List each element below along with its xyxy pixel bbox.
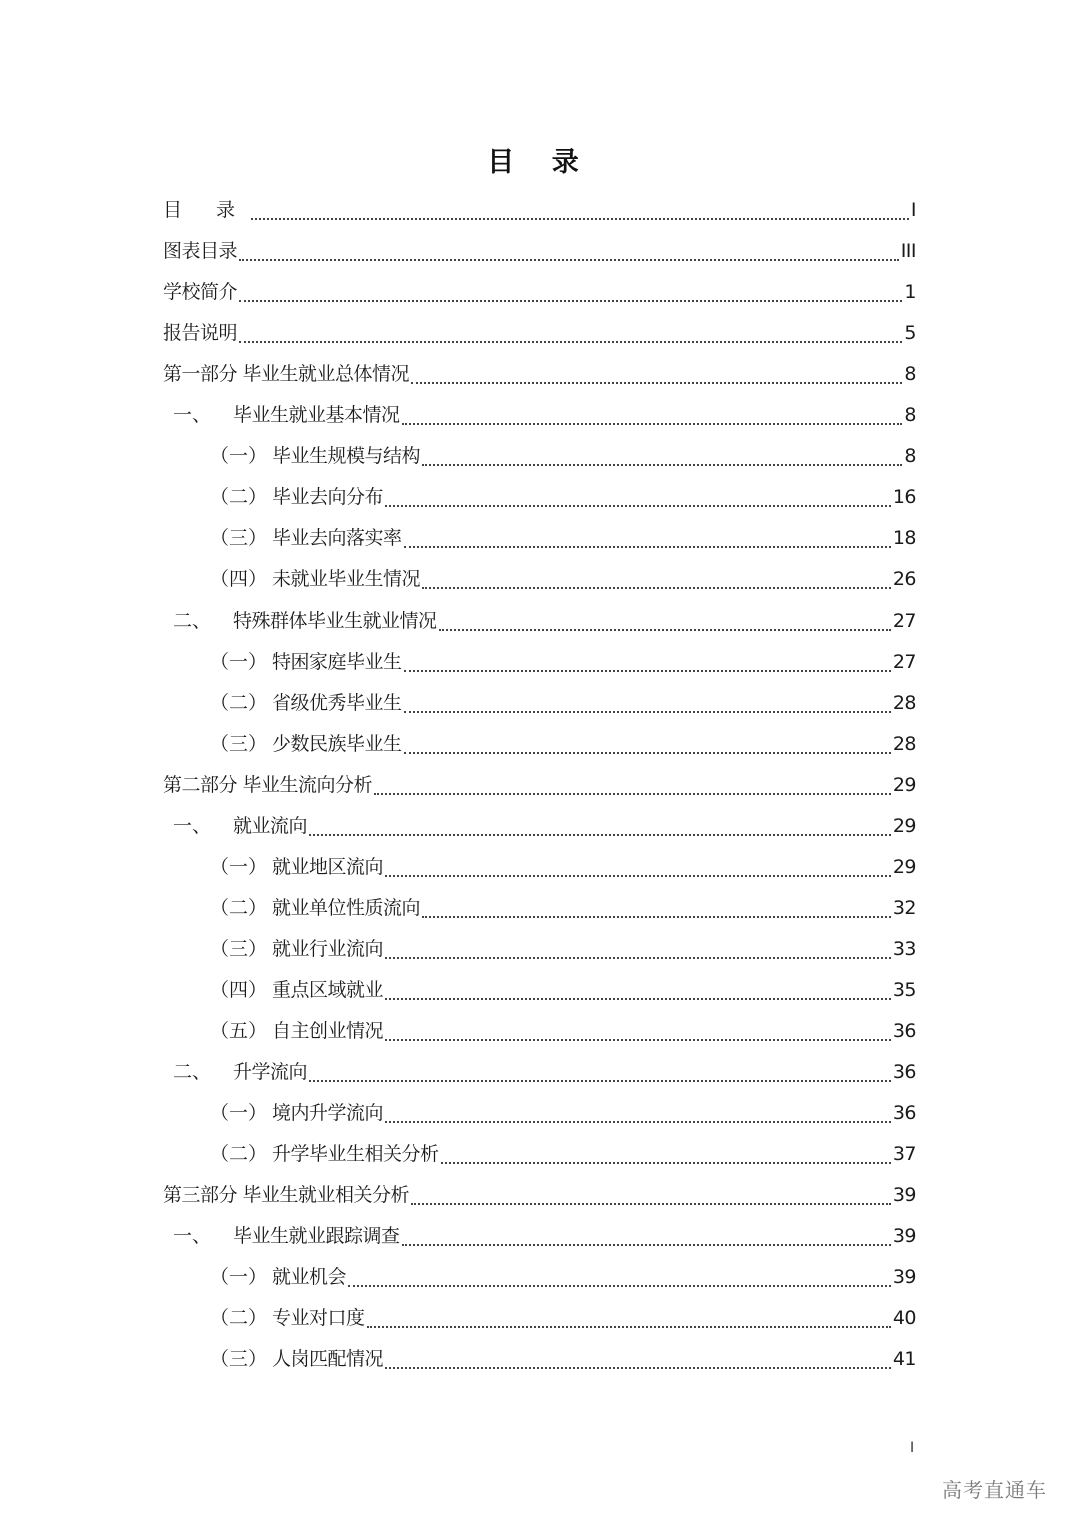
toc-entry-page-number: 16	[892, 486, 916, 509]
toc-entry-page-number: 29	[892, 773, 916, 796]
dot-leader	[239, 258, 899, 261]
toc-entry[interactable]	[163, 190, 916, 231]
toc-entry-label: 报告说明	[163, 322, 238, 345]
toc-entry-page-number: 39	[892, 1184, 916, 1207]
toc-entry-label: 毕业生就业跟踪调查	[233, 1225, 400, 1248]
dot-leader	[385, 504, 891, 507]
toc-entry-page-number: 37	[892, 1143, 916, 1166]
toc-entry[interactable]	[163, 1093, 916, 1134]
toc-entry-page-number: 28	[892, 732, 916, 755]
toc-entry[interactable]	[163, 765, 916, 806]
toc-entry-page-number: 41	[892, 1348, 916, 1371]
toc-entry-label: 自主创业情况	[272, 1019, 384, 1042]
toc-entry-number: （三）	[210, 732, 268, 755]
dot-leader	[385, 874, 891, 877]
toc-entry-page-number: I	[910, 199, 916, 222]
dot-leader	[404, 545, 891, 548]
toc-entry-label: 毕业去向落实率	[272, 527, 402, 550]
toc-entry-number: 二、	[173, 609, 212, 632]
toc-entry-page-number: 36	[892, 1061, 916, 1084]
toc-entry-number: 一、	[173, 1225, 212, 1248]
dot-leader	[404, 710, 891, 713]
toc-entry-page-number: 39	[892, 1225, 916, 1248]
dot-leader	[404, 669, 891, 672]
toc-entry-label: 人岗匹配情况	[272, 1348, 384, 1371]
toc-entry-number: （一）	[210, 650, 268, 673]
dot-leader	[309, 833, 891, 836]
toc-entry-page-number: 8	[904, 445, 916, 468]
toc-entry-page-number: 26	[892, 568, 916, 591]
toc-entry-number: （三）	[210, 937, 268, 960]
toc-entry-label: 重点区域就业	[272, 978, 384, 1001]
dot-leader	[348, 1284, 891, 1287]
toc-entry-number: 二、	[173, 1061, 212, 1084]
toc-entry-label: 专业对口度	[272, 1307, 365, 1330]
toc-entry-page-number: 27	[892, 650, 916, 673]
toc-entry-label: 就业地区流向	[272, 855, 384, 878]
toc-entry[interactable]	[163, 1216, 916, 1257]
toc-entry-page-number: 28	[892, 691, 916, 714]
dot-leader	[385, 997, 891, 1000]
toc-entry-label: 未就业毕业生情况	[272, 568, 421, 591]
dot-leader	[404, 751, 891, 754]
toc-entry-number: （二）	[210, 1143, 268, 1166]
toc-entry[interactable]	[163, 436, 916, 477]
toc-entry-label: 特困家庭毕业生	[272, 650, 402, 673]
toc-entry-label: 省级优秀毕业生	[272, 691, 402, 714]
toc-entry-label: 就业机会	[272, 1266, 347, 1289]
toc-entry-number: （一）	[210, 445, 268, 468]
toc-entry-page-number: 29	[892, 855, 916, 878]
toc-entry-number: （一）	[210, 855, 268, 878]
toc-entry[interactable]	[163, 1298, 916, 1339]
toc-entry-label: 就业行业流向	[272, 937, 384, 960]
toc-entry-page-number: 29	[892, 814, 916, 837]
toc-entry-page-number: 33	[892, 937, 916, 960]
toc-entry-label: 第一部分 毕业生就业总体情况	[163, 363, 410, 386]
dot-leader	[422, 915, 891, 918]
toc-entry[interactable]	[163, 1011, 916, 1052]
toc-entry-number: （二）	[210, 1307, 268, 1330]
toc-entry-page-number: 8	[904, 363, 916, 386]
toc-entry-label: 学校简介	[163, 281, 238, 304]
toc-entry[interactable]	[163, 970, 916, 1011]
toc-entry-number: （二）	[210, 896, 268, 919]
toc-entry[interactable]	[163, 313, 916, 354]
toc-entry-page-number: 35	[892, 978, 916, 1001]
dot-leader	[374, 792, 891, 795]
dot-leader	[385, 1120, 891, 1123]
toc-entry-number: （二）	[210, 486, 268, 509]
toc-entry-page-number: 36	[892, 1019, 916, 1042]
dot-leader	[439, 628, 891, 631]
toc-entry-number: （四）	[210, 568, 268, 591]
toc-entry-label: 第三部分 毕业生就业相关分析	[163, 1184, 410, 1207]
toc-entry-page-number: 27	[892, 609, 916, 632]
toc-entry-label: 就业流向	[233, 814, 308, 837]
dot-leader	[239, 340, 902, 343]
toc-entry[interactable]	[163, 806, 916, 847]
toc-entry-page-number: 5	[904, 322, 916, 345]
toc-entry-page-number: 36	[892, 1102, 916, 1125]
toc-entry-label: 升学流向	[233, 1061, 308, 1084]
dot-leader	[251, 217, 909, 220]
toc-entry-label: 升学毕业生相关分析	[272, 1143, 439, 1166]
toc-entry-page-number: 40	[892, 1307, 916, 1330]
toc-entry-page-number: 32	[892, 896, 916, 919]
toc-entry-label: 毕业生就业基本情况	[233, 404, 400, 427]
toc-entry[interactable]	[163, 642, 916, 683]
dot-leader	[402, 1243, 891, 1246]
watermark: 高考直通车	[942, 1478, 1047, 1502]
dot-leader	[422, 463, 902, 466]
toc-entry-label: 目 录	[163, 199, 250, 222]
page-title: 目 录	[487, 147, 593, 178]
toc-entry-number: （二）	[210, 691, 268, 714]
toc-entry[interactable]	[163, 683, 916, 724]
toc-entry-label: 毕业生规模与结构	[272, 445, 421, 468]
toc-entry-page-number: III	[900, 240, 916, 263]
dot-leader	[309, 1079, 891, 1082]
toc-entry-number: （五）	[210, 1019, 268, 1042]
dot-leader	[367, 1325, 891, 1328]
toc-entry-label: 第二部分 毕业生流向分析	[163, 773, 373, 796]
toc-entry[interactable]	[163, 888, 916, 929]
toc-entry-number: 一、	[173, 404, 212, 427]
toc-entry[interactable]	[163, 518, 916, 559]
toc-entry[interactable]	[163, 231, 916, 272]
toc-entry-number: 一、	[173, 814, 212, 837]
toc-entry-number: （一）	[210, 1266, 268, 1289]
toc-entry-label: 少数民族毕业生	[272, 732, 402, 755]
toc-entry-page-number: 8	[904, 404, 916, 427]
dot-leader	[402, 422, 903, 425]
toc-entry-number: （三）	[210, 1348, 268, 1371]
table-of-contents	[163, 190, 916, 1380]
toc-entry-page-number: 39	[892, 1266, 916, 1289]
toc-entry-label: 图表目录	[163, 240, 238, 263]
toc-entry-label: 境内升学流向	[272, 1102, 384, 1125]
toc-entry[interactable]	[163, 354, 916, 395]
toc-entry[interactable]	[163, 1257, 916, 1298]
footer-page-number: I	[910, 1440, 915, 1456]
dot-leader	[411, 381, 902, 384]
toc-entry[interactable]	[163, 1339, 916, 1380]
toc-entry-label: 就业单位性质流向	[272, 896, 421, 919]
toc-entry-page-number: 1	[904, 281, 916, 304]
toc-entry-label: 毕业去向分布	[272, 486, 384, 509]
toc-entry-label: 特殊群体毕业生就业情况	[233, 609, 437, 632]
dot-leader	[441, 1161, 891, 1164]
toc-entry[interactable]	[163, 272, 916, 313]
toc-entry-number: （四）	[210, 978, 268, 1001]
dot-leader	[239, 299, 902, 302]
toc-entry-number: （三）	[210, 527, 268, 550]
dot-leader	[385, 1366, 891, 1369]
toc-entry[interactable]	[163, 724, 916, 765]
toc-entry-page-number: 18	[892, 527, 916, 550]
dot-leader	[422, 586, 891, 589]
toc-entry[interactable]	[163, 1052, 916, 1093]
toc-entry[interactable]	[163, 600, 916, 641]
toc-entry[interactable]	[163, 929, 916, 970]
dot-leader	[385, 956, 891, 959]
dot-leader	[385, 1038, 891, 1041]
toc-entry[interactable]	[163, 1175, 916, 1216]
toc-entry[interactable]	[163, 559, 916, 600]
dot-leader	[411, 1202, 891, 1205]
toc-entry[interactable]	[163, 477, 916, 518]
toc-entry-number: （一）	[210, 1102, 268, 1125]
toc-entry[interactable]	[163, 847, 916, 888]
toc-entry[interactable]	[163, 1134, 916, 1175]
toc-entry[interactable]	[163, 395, 916, 436]
